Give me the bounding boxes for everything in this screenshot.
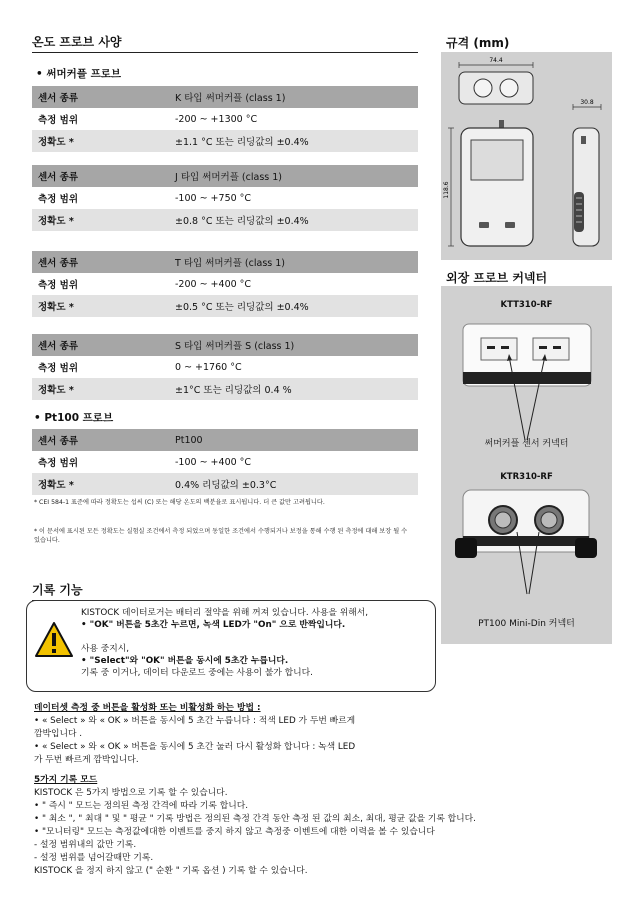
spec-table-k bbox=[32, 86, 418, 152]
modes-section bbox=[34, 774, 594, 878]
connectors-panel bbox=[441, 286, 612, 644]
warning-box bbox=[26, 600, 436, 692]
warning-line: • "Select"와 "OK" 버튼을 동시에 5초간 누릅니다. bbox=[81, 656, 289, 666]
modes-line: • "모니터링" 모드는 측정값에대한 이벤트를 중지 하지 않고 측정중 이벤트에 대한 이력을 볼 수 있습니다 bbox=[34, 827, 435, 837]
range-value: -200 ~ +400 °C bbox=[169, 273, 418, 295]
range-value: -100 ~ +750 °C bbox=[169, 187, 418, 209]
warning-line: 기록 중 이거나, 데이터 다운로드 중에는 사용이 불가 합니다. bbox=[81, 668, 313, 678]
warning-text bbox=[81, 607, 431, 679]
spec-table-pt100 bbox=[32, 429, 418, 495]
label-sensor: 센서 종류 bbox=[32, 165, 169, 187]
device-drawing bbox=[441, 52, 612, 260]
sensor-value: J 타입 써머커플 (class 1) bbox=[169, 165, 418, 187]
label-sensor: 센서 종류 bbox=[32, 251, 169, 273]
warning-line: KISTOCK 데이터로거는 배터리 절약을 위해 꺼져 있습니다. 사용을 위해서, bbox=[81, 608, 369, 618]
accuracy-value: ±0.5 °C 또는 리딩값의 ±0.4% bbox=[169, 295, 418, 317]
label-accuracy: 정확도 * bbox=[32, 473, 169, 495]
label-sensor: 센서 종류 bbox=[32, 334, 169, 356]
label-sensor: 센서 종류 bbox=[32, 429, 169, 451]
activation-line: • « Select » 와 « OK » 버튼을 동시에 5 초간 누릅니다 : 적색 LED 가 두번 빠르게 bbox=[34, 716, 356, 726]
modes-line: KISTOCK 을 정지 하지 않고 (" 순환 " 기록 옵션 ) 기록 할 수 있습니다. bbox=[34, 866, 308, 876]
label-range: 측정 범위 bbox=[32, 273, 169, 295]
accuracy-value: ±1.1 °C 또는 리딩값의 ±0.4% bbox=[169, 130, 418, 152]
depth-dimension: 30.8 bbox=[580, 99, 594, 106]
dimensions-panel bbox=[441, 52, 612, 260]
modes-line: - 설정 범위내의 값만 기록. bbox=[34, 840, 137, 850]
modes-line: • " 최소 ", " 최대 " 및 " 평균 " 기록 방법은 정의된 측정 간격 동안 측정 된 값의 최소, 최대, 평균 값을 기록 합니다. bbox=[34, 814, 476, 824]
spec-table-s bbox=[32, 334, 418, 400]
dimensions-title: 규격 (mm) bbox=[446, 36, 510, 50]
label-range: 측정 범위 bbox=[32, 356, 169, 378]
activation-section bbox=[34, 702, 594, 767]
modes-heading: 5가지 기록 모드 bbox=[34, 775, 98, 785]
footnote-cei: * CEI 584-1 표준에 따라 정확도는 섭씨 (C) 또는 해당 온도의 백분율로 표시됩니다. 더 큰 값만 고려됩니다. bbox=[34, 499, 325, 506]
warning-line: 사용 중지시, bbox=[81, 644, 130, 654]
connectors-title: 외장 프로브 커넥터 bbox=[446, 271, 548, 285]
range-value: -100 ~ +400 °C bbox=[169, 451, 418, 473]
sensor-value: S 타입 써머커플 S (class 1) bbox=[169, 334, 418, 356]
label-accuracy: 정확도 * bbox=[32, 295, 169, 317]
accuracy-value: 0.4% 리딩값의 ±0.3°C bbox=[169, 473, 418, 495]
thermocouple-connector-caption: 써머커플 센서 커넥터 bbox=[484, 439, 569, 449]
range-value: -200 ~ +1300 °C bbox=[169, 108, 418, 130]
activation-line: • « Select » 와 « OK » 버튼을 동시에 5 초간 눌러 다시 활성화 합니다 : 녹색 LED bbox=[34, 742, 356, 752]
thermocouple-connector-image bbox=[441, 316, 612, 446]
thermocouple-heading: • 써머커플 프로브 bbox=[36, 68, 122, 80]
label-sensor: 센서 종류 bbox=[32, 86, 169, 108]
height-dimension: 118.6 bbox=[443, 181, 450, 199]
sensor-value: K 타입 써머커플 (class 1) bbox=[169, 86, 418, 108]
label-accuracy: 정확도 * bbox=[32, 130, 169, 152]
label-range: 측정 범위 bbox=[32, 451, 169, 473]
range-value: 0 ~ +1760 °C bbox=[169, 356, 418, 378]
warning-line: • "OK" 버튼을 5초간 누르면, 녹색 LED가 "On" 으로 반짝입니다. bbox=[81, 620, 346, 630]
modes-line: - 설정 범위를 넘어갈때만 기록. bbox=[34, 853, 154, 863]
pt100-connector-image bbox=[441, 484, 612, 614]
ktr310-model-label: KTR310-RF bbox=[500, 472, 553, 482]
label-accuracy: 정확도 * bbox=[32, 378, 169, 400]
activation-heading: 데이터셋 측정 중 버튼을 활성화 또는 비활성화 하는 방법 : bbox=[34, 703, 261, 713]
accuracy-value: ±1°C 또는 리딩값의 0.4 % bbox=[169, 378, 418, 400]
modes-line: KISTOCK 은 5가지 방법으로 기록 할 수 있습니다. bbox=[34, 788, 228, 798]
activation-line: 가 두번 빠르게 깜박입니다. bbox=[34, 755, 139, 765]
spec-table-j bbox=[32, 165, 418, 231]
pt100-connector-caption: PT100 Mini-Din 커넥터 bbox=[478, 619, 575, 629]
footnote-accuracy: * 이 문서에 표시된 모든 정확도는 실험실 조건에서 측정 되었으며 동일한 조건에서 수행되거나 보정을 통해 수행 된 측정에 대해 보장 될 수 있습니다. bbox=[34, 528, 408, 544]
sensor-value: Pt100 bbox=[169, 429, 418, 451]
recording-title: 기록 기능 bbox=[32, 581, 418, 601]
activation-line: 깜박입니다 . bbox=[34, 729, 83, 739]
accuracy-value: ±0.8 °C 또는 리딩값의 ±0.4% bbox=[169, 209, 418, 231]
warning-icon bbox=[35, 621, 73, 659]
warning-line bbox=[81, 631, 431, 643]
label-range: 측정 범위 bbox=[32, 187, 169, 209]
width-dimension: 74.4 bbox=[489, 57, 503, 64]
sensor-value: T 타입 써머커플 (class 1) bbox=[169, 251, 418, 273]
modes-line: • " 즉시 " 모드는 정의된 측정 간격에 따라 기록 합니다. bbox=[34, 801, 248, 811]
temp-probe-title: 온도 프로브 사양 bbox=[32, 33, 418, 53]
label-range: 측정 범위 bbox=[32, 108, 169, 130]
spec-table-t bbox=[32, 251, 418, 317]
ktt310-model-label: KTT310-RF bbox=[500, 300, 553, 310]
label-accuracy: 정확도 * bbox=[32, 209, 169, 231]
pt100-heading: • Pt100 프로브 bbox=[34, 412, 114, 424]
